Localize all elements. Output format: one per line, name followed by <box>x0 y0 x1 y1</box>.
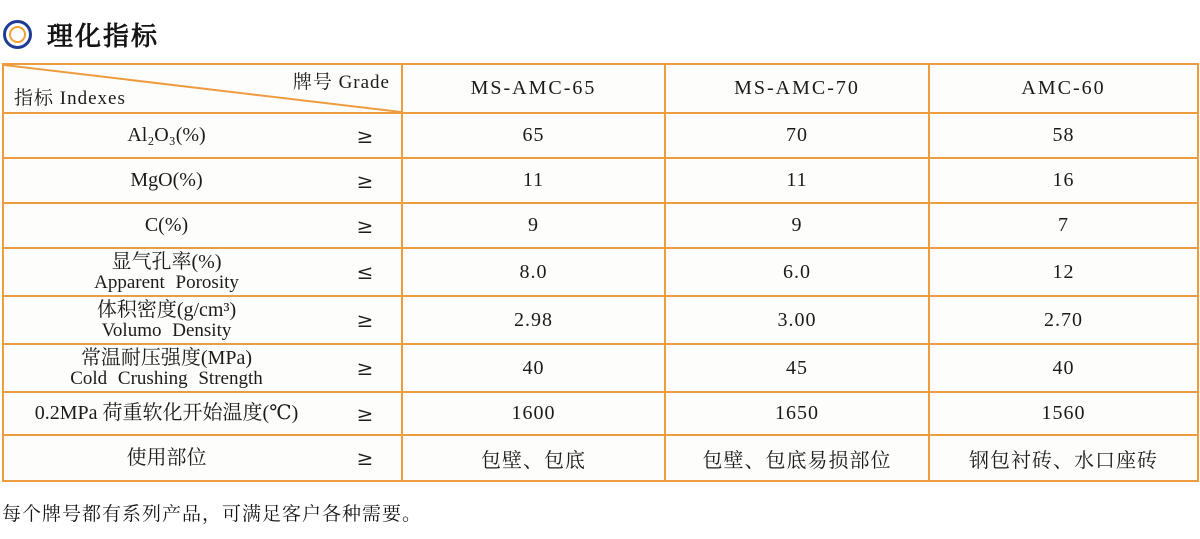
le-operator: ≤ <box>356 260 374 284</box>
section-header <box>0 0 1200 52</box>
cell-value: 2.70 <box>929 296 1198 344</box>
spec-table <box>2 63 1199 482</box>
row-label <box>4 300 329 341</box>
column-header-ms-amc-65: MS-AMC-65 <box>402 64 665 113</box>
cell-value: 1600 <box>402 392 665 435</box>
table-row-softening-temperature <box>3 392 1198 435</box>
cell-value: 1560 <box>929 392 1198 435</box>
table-row-application-area <box>3 435 1198 481</box>
table-header-row <box>3 64 1198 113</box>
table-row-al2o3 <box>3 113 1198 158</box>
cell-value: 1650 <box>665 392 929 435</box>
column-header-ms-amc-70: MS-AMC-70 <box>665 64 929 113</box>
row-label <box>4 448 329 469</box>
table-row-volume-density <box>3 296 1198 344</box>
row-label-text-en: Apparent Porosity <box>94 271 239 293</box>
row-label <box>4 170 329 191</box>
row-label-text-zh: 体积密度(g/cm³) <box>96 298 237 321</box>
ge-operator: ≥ <box>356 356 374 380</box>
corner-indexes-label: 指标 Indexes <box>14 88 126 109</box>
row-label-text-zh: 常温耐压强度(MPa) <box>80 346 253 369</box>
row-label-text: C(%) <box>144 214 189 236</box>
ge-operator: ≥ <box>356 446 374 470</box>
cell-value: 40 <box>402 344 665 392</box>
cell-value: 58 <box>929 113 1198 158</box>
column-header-amc-60: AMC-60 <box>929 64 1198 113</box>
cell-value: 16 <box>929 158 1198 203</box>
cell-value: 9 <box>402 203 665 248</box>
ge-operator: ≥ <box>356 168 374 193</box>
table-row-apparent-porosity <box>3 248 1198 296</box>
footnote-text: 每个牌号都有系列产品，可满足客户各种需要。 <box>2 504 423 525</box>
section-bullet-inner-ring <box>9 26 26 43</box>
cell-value: 3.00 <box>665 296 929 344</box>
cell-value: 11 <box>402 158 665 203</box>
ge-operator: ≥ <box>356 123 374 148</box>
row-label <box>4 252 329 293</box>
corner-cell <box>3 64 402 113</box>
ge-operator: ≥ <box>356 213 374 238</box>
row-label-text-en: Cold Crushing Strength <box>70 367 263 389</box>
row-label <box>4 125 329 146</box>
cell-value: 8.0 <box>402 248 665 296</box>
row-label <box>4 215 329 236</box>
ge-operator: ≥ <box>356 401 374 426</box>
row-label <box>4 403 329 424</box>
cell-value: 70 <box>665 113 929 158</box>
cell-value: 65 <box>402 113 665 158</box>
cell-value: 2.98 <box>402 296 665 344</box>
cell-value: 11 <box>665 158 929 203</box>
row-label-text: 使用部位 <box>126 446 207 469</box>
row-label-text: Al₂O₃(%) <box>127 124 206 146</box>
corner-grade-label: 牌号 Grade <box>292 72 390 93</box>
cell-value: 包壁、包底 <box>402 435 665 481</box>
row-label-text-zh: 显气孔率(%) <box>111 250 222 273</box>
table-row-mgo <box>3 158 1198 203</box>
table-row-c <box>3 203 1198 248</box>
cell-value: 12 <box>929 248 1198 296</box>
row-label-text: MgO(%) <box>130 169 203 191</box>
section-bullet-icon <box>3 20 32 49</box>
cell-value: 包壁、包底易损部位 <box>665 435 929 481</box>
row-label-text: 0.2MPa 荷重软化开始温度(℃) <box>34 402 299 424</box>
cell-value: 7 <box>929 203 1198 248</box>
cell-value: 40 <box>929 344 1198 392</box>
page-title: 理化指标 <box>47 20 160 51</box>
cell-value: 45 <box>665 344 929 392</box>
cell-value: 6.0 <box>665 248 929 296</box>
row-label-text-en: Volumo Density <box>101 319 232 341</box>
row-label <box>4 348 329 389</box>
table-row-cold-crushing-strength <box>3 344 1198 392</box>
cell-value: 9 <box>665 203 929 248</box>
cell-value: 钢包衬砖、水口座砖 <box>929 435 1198 481</box>
ge-operator: ≥ <box>356 308 374 332</box>
